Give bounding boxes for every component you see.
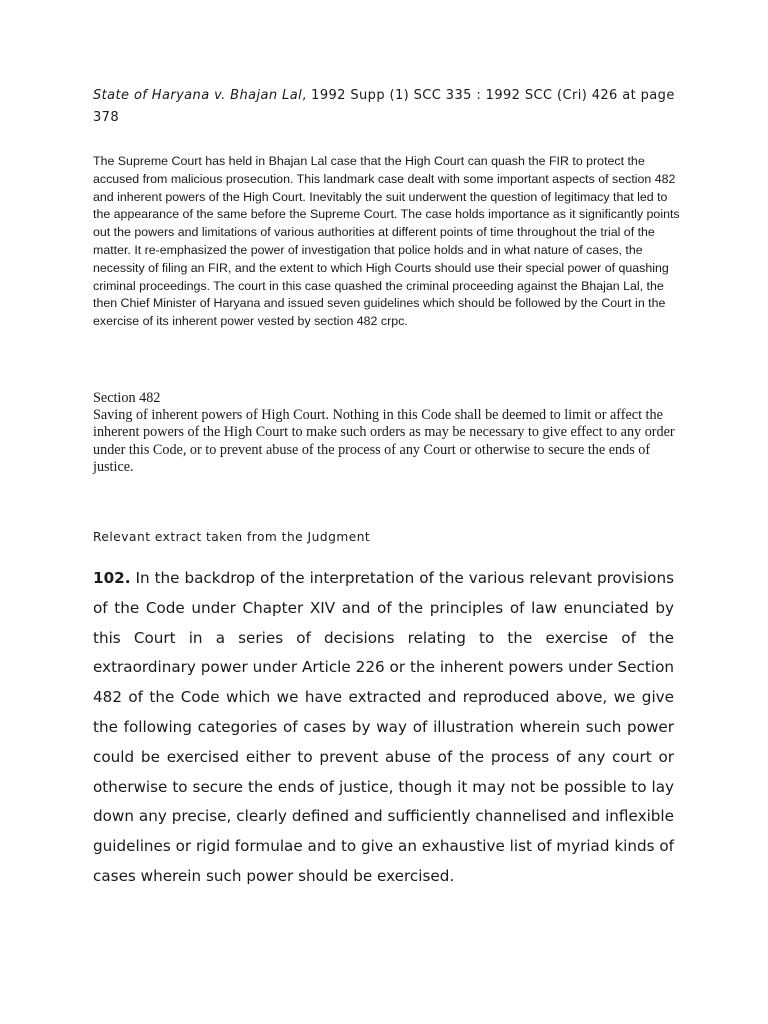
- paragraph-text: In the backdrop of the interpretation of the various relevant provisions of the Code under Chapter XIV and of the principles of law enunciated by this Court in a series of decisions relating to the exercise of the extraordinary power under Article 226 or the inherent powers under Section 482 of the Code which we have extracted and reproduced above, we give the following categories of cases by way of illustration wherein such power could be exercised either to prevent abuse of the process of any court or otherwise to secure the ends of justice, though it may not be possible to lay down any precise, clearly defined and sufficiently channelised and inflexible guidelines or rigid formulae and to give an exhaustive list of myriad kinds of cases wherein such power should be exercised.: [93, 569, 674, 885]
- extract-heading: Relevant extract taken from the Judgment: [93, 530, 371, 544]
- section-text: Saving of inherent powers of High Court. Nothing in this Code shall be deemed to limit or affect the inherent powers of the High Court to make such orders as may be necessary to give effect to any order under this Code, or to prevent abuse of the process of any Court or otherwise to secure the ends of justice.: [93, 407, 675, 475]
- judgment-paragraph: [93, 564, 674, 892]
- case-reference: , 1992 Supp (1) SCC 335 : 1992 SCC (Cri) 426 at page 378: [93, 88, 675, 125]
- case-name: State of Haryana v. Bhajan Lal: [93, 88, 303, 103]
- paragraph-number: 102.: [93, 569, 131, 587]
- case-summary-paragraph: The Supreme Court has held in Bhajan Lal case that the High Court can quash the FIR to protect the accused from malicious prosecution. This landmark case dealt with some important aspects of section 482 and inherent powers of the High Court. Inevitably the suit underwent the question of legitimacy that led to the appearance of the same before the Supreme Court. The case holds importance as it significantly points out the powers and limitations of various authorities at different points of time throughout the trial of the matter. It re-emphasized the power of investigation that police holds and in what nature of cases, the necessity of filing an FIR, and the extent to which High Courts should use their special power of quashing criminal proceedings. The court in this case quashed the criminal proceeding against the Bhajan Lal, the then Chief Minister of Haryana and issued seven guidelines which should be followed by the Court in the exercise of its inherent power vested by section 482 crpc.: [93, 154, 680, 329]
- section-482-block: [93, 390, 693, 476]
- section-title: Section 482: [93, 390, 161, 406]
- case-citation: [93, 85, 693, 129]
